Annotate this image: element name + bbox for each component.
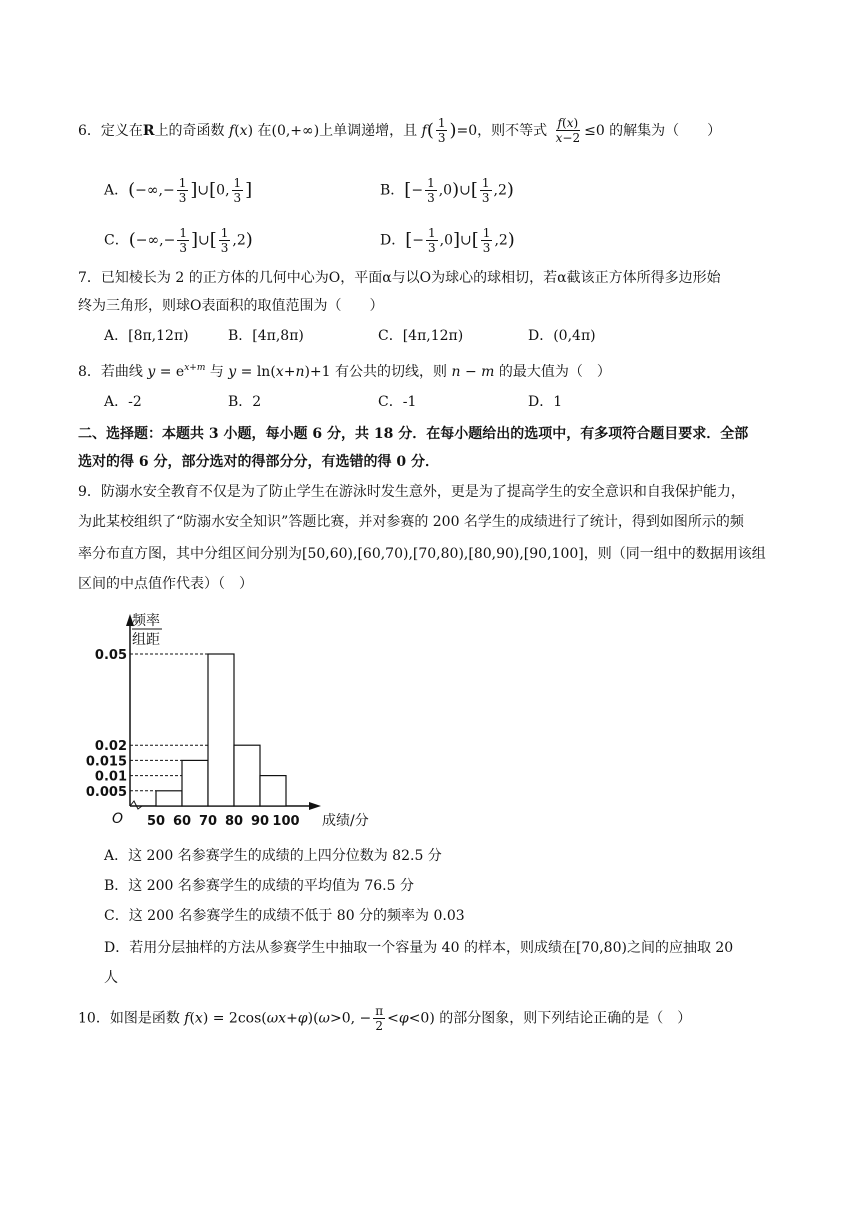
- y-tick-label: 0.02: [94, 739, 127, 755]
- y-axis-label-bottom: 组距: [132, 632, 160, 648]
- q6-stem-text: 6．定义在R上的奇函数 f(x) 在(0,+∞)上单调递增，且 f( $\frac{1}{3}$ )=0，则不等式 $\frac{f(x)}{x-2}$ ≤0 的解集为（ ）: [78, 116, 722, 145]
- q7-option-d: D．(0,4π): [528, 328, 596, 344]
- x-axis-label: 成绩/分: [322, 813, 369, 829]
- q8-option-b: B．2: [228, 394, 262, 410]
- axis-break-mark: [130, 801, 142, 809]
- q9-option-c: C．这 200 名参赛学生的成绩不低于 80 分的频率为 0.03: [104, 908, 465, 924]
- y-tick-label: 0.005: [85, 784, 127, 800]
- y-tick-label: 0.05: [94, 648, 127, 663]
- origin-label: O: [112, 811, 124, 827]
- x-axis-arrow: [309, 802, 321, 810]
- q9-option-b: B．这 200 名参赛学生的成绩的平均值为 76.5 分: [104, 878, 414, 894]
- histogram-bar: [208, 654, 234, 806]
- q6-option-a: A．(−∞,− $\frac{1}{3}$ ]∪[0, $\frac{1}{3}$ ]: [104, 176, 253, 205]
- q7-option-a: A．[8π,12π): [104, 328, 189, 344]
- y-tick-label: 0.015: [85, 754, 127, 770]
- histogram-bar: [260, 776, 286, 806]
- q7-line1: 7．已知棱长为 2 的正方体的几何中心为O，平面α与以O为球心的球相切，若α截该正方体所得多边形始: [78, 270, 721, 286]
- q6-option-c: C．(−∞,− $\frac{1}{3}$ ]∪[ $\frac{1}{3}$ ,2): [104, 226, 253, 255]
- q9-option-d-line2: 人: [104, 970, 118, 986]
- x-tick-label: 60: [172, 814, 192, 829]
- q8-option-c: C．-1: [378, 394, 417, 410]
- histogram-bar: [234, 745, 260, 806]
- x-tick-label: 100: [272, 814, 300, 829]
- q9-option-d-line1: D．若用分层抽样的方法从参赛学生中抽取一个容量为 40 的样本，则成绩在[70,80)之间的应抽取 20: [104, 940, 734, 956]
- x-tick-label: 70: [198, 814, 218, 829]
- q6-stem: [78, 116, 721, 145]
- section2-line1: 二、选择题：本题共 3 小题，每小题 6 分，共 18 分．在每小题给出的选项中，有多项符合题目要求．全部: [78, 426, 749, 442]
- q7-option-c: C．[4π,12π): [378, 328, 464, 344]
- histogram-chart: [85, 608, 380, 838]
- y-tick-label: 0.01: [94, 769, 127, 785]
- x-tick-label: 50: [146, 814, 166, 829]
- q8-stem: 8．若曲线 $y = e^{x+m}$ 与 y = ln(x+n)+1 有公共的切线，则 n − m 的最大值为（ ）: [78, 363, 611, 380]
- x-tick-label: 80: [224, 814, 244, 829]
- q8-option-d: D．1: [528, 394, 563, 410]
- histogram-bar: [156, 791, 182, 806]
- q7-line2: 终为三角形，则球O表面积的取值范围为（ ）: [78, 298, 384, 314]
- histogram-bar: [182, 760, 208, 806]
- q8-option-a: A．-2: [104, 394, 142, 410]
- q9-line1: 9．防溺水安全教育不仅是为了防止学生在游泳时发生意外，更是为了提高学生的安全意识和自我保护能力，: [78, 484, 745, 500]
- q6-option-d: D．[− $\frac{1}{3}$ ,0]∪[ $\frac{1}{3}$ ,2): [380, 226, 515, 255]
- q7-option-b: B．[4π,8π): [228, 328, 304, 344]
- q6-option-b: B．[− $\frac{1}{3}$ ,0)∪[ $\frac{1}{3}$ ,2): [380, 176, 514, 205]
- q9-line2: 为此某校组织了“防溺水安全知识”答题比赛，并对参赛的 200 名学生的成绩进行了统计，得到如图所示的频: [78, 514, 744, 530]
- y-axis-label-top: 频率: [132, 613, 160, 629]
- q9-option-a: A．这 200 名参赛学生的成绩的上四分位数为 82.5 分: [104, 848, 442, 864]
- q10-stem: 10．如图是函数 f(x) = 2cos(ωx+φ)(ω>0, − $\frac{\pi}{2}$ <φ<0) 的部分图象，则下列结论正确的是（ ）: [78, 1004, 692, 1033]
- q9-line3: 率分布直方图，其中分组区间分别为[50,60),[60,70),[70,80),[80,90),[90,100]，则（同一组中的数据用该组: [78, 546, 766, 562]
- x-tick-label: 90: [250, 814, 270, 829]
- section2-line2: 选对的得 6 分，部分选对的得部分分，有选错的得 0 分．: [78, 454, 439, 470]
- q9-line4: 区间的中点值作代表）（ ）: [78, 576, 253, 592]
